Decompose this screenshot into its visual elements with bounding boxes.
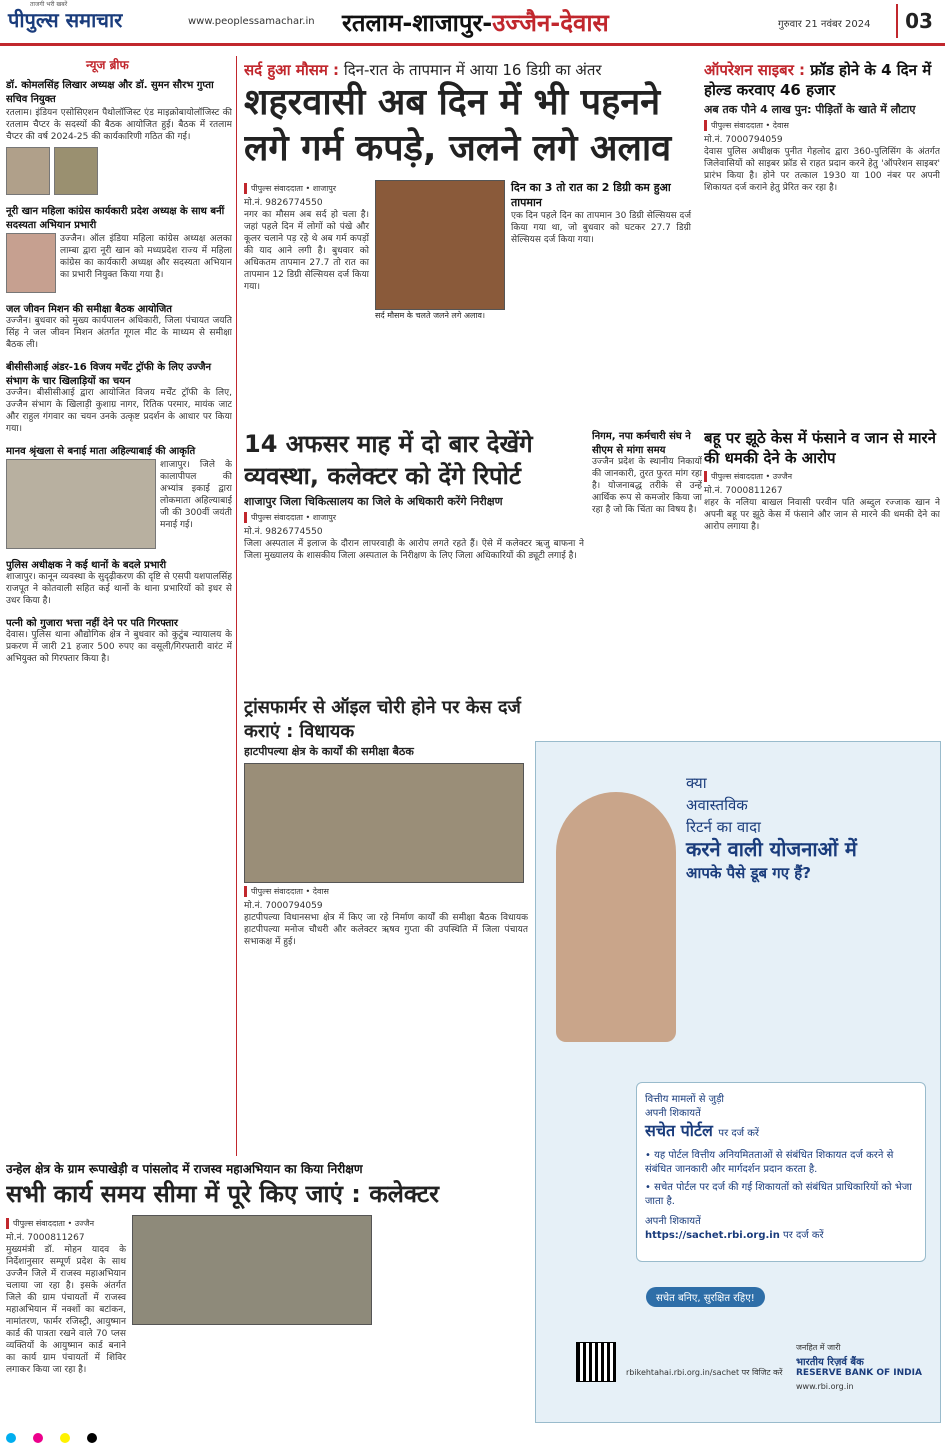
- portal-cta: पर दर्ज करें: [718, 1128, 760, 1139]
- story-body: नगर का मौसम अब सर्द हो चला है। जहां पहले दिन में लोगों को पंखे और कूलर चलाने पड़ रहे थे अब गर्म कपड़ों की याद आने लगी है। बुधवार को अधिकतम तापमान 27.7 तो रात का तापमान 12 डिग्री सेल्सियस दर्ज किया गया।: [244, 210, 369, 292]
- phone: मो.नं. 7000794059: [244, 901, 323, 911]
- brief-title: पुलिस अधीक्षक ने कई थानों के बदले प्रभारी: [6, 560, 167, 571]
- ad-q5: आपके पैसे डूब गए हैं?: [686, 864, 811, 882]
- rbi-name: भारतीय रिज़र्व बैंक: [796, 1357, 864, 1368]
- brief-title: बीसीसीआई अंडर-16 विजय मर्चेंट ट्रॉफी के लिए उज्जैन संभाग के चार खिलाड़ियों का चयन: [6, 362, 212, 387]
- byline: पीपुल्स संवाददाता • देवास: [244, 886, 528, 897]
- transformer-headline: ट्रांसफार्मर से ऑइल चोरी होने पर केस दर्ज कराएं : विधायक: [244, 697, 521, 742]
- brief-body: देवास। पुलिस थाना औद्योगिक क्षेत्र ने बुधवार को कुटुंब न्यायालय के प्रकरण में जारी 21 हजार 500 रुपए का वसूली/गिरफ्तारी वारंट में अभियुक्त को गिरफ्तार किया है।: [6, 630, 232, 664]
- site-url[interactable]: www.peoplessamachar.in: [188, 16, 315, 27]
- yellow-dot: [60, 1433, 70, 1443]
- brief-body: उज्जैन। ऑल इंडिया महिला कांग्रेस अध्यक्ष अलका लाम्बा द्वारा नूरी खान को मध्यप्रदेश राज्य में महिला कांग्रेस का कार्यकारी अध्यक्ष और सदस्यता अभियान का प्रभारी नियुक्त किया गया है।: [60, 234, 232, 280]
- brief-body: उज्जैन। बीसीसीआई द्वारा आयोजित विजय मर्चेंट ट्रॉफी के लिए, उज्जैन संभाग के खिलाड़ी कुशाग्र नागर, रितिक परमार, मायंक जाट और राहुल गंगवार का चयन उनके उत्कृष्ट प्रदर्शन के आधार पर किया गया।: [6, 388, 232, 434]
- brief-body: शाजापुर। कानून व्यवस्था के सुदृढ़ीकरण की दृष्टि से एसपी यशपालसिंह राजपूत ने कोतवाली सहित कई थानों के थाना प्रभारियों को इधर से उधर किया है।: [6, 572, 232, 606]
- kicker-text: दिन-रात के तापमान में आया 16 डिग्री का अंतर: [343, 61, 602, 79]
- brief-item: [6, 301, 232, 351]
- kicker-label: ऑपरेशन साइबर :: [704, 61, 806, 79]
- ad-url-line: [645, 1227, 917, 1241]
- ad-cta-2: पर दर्ज करें: [783, 1230, 824, 1241]
- brief-item: [6, 615, 232, 665]
- story-body: हाटपीपल्या विधानसभा क्षेत्र में किए जा रहे निर्माण कार्यों की समीक्षा बैठक विधायक हाटपीपल्या मनोज चौधरी और कलेक्टर ऋषव गुप्ता की उपस्थिति में जिला पंचायत सभाकक्ष में हुई।: [244, 913, 528, 947]
- phone: मो.नं. 9826774550: [244, 527, 323, 537]
- story-body: जिला अस्पताल में इलाज के दौरान लापरवाही के आरोप लगते रहते हैं। ऐसे में कलेक्टर ऋजु बाफना ने जिला मुख्यालय के शासकीय जिला अस्पताल के निरीक्षण के लिए जिला अधिकारियों की ड्यूटी लगाई है।: [244, 539, 584, 561]
- brief-body: उज्जैन। बुधवार को मुख्य कार्यपालन अधिकारी, जिला पंचायत जयति सिंह ने जल जीवन मिशन अंतर्गत गूगल मीट के माध्यम से समीक्षा बैठक ली।: [6, 316, 232, 350]
- brief-item: [6, 557, 232, 607]
- story-body: मुख्यमंत्री डॉ. मोहन यादव के निर्देशानुसार सम्पूर्ण प्रदेश के साथ उज्जैन जिले में राजस्व महाअभियान चलाया जा रहा है। इसके अंतर्गत जिले की ग्राम पंचायतों में राजस्व महाअभियान में नक्शों का बटांकन, नामांतरण, फार्मर रजिस्ट्री, आयुष्मान कार्ड की पात्रता रखने वाले 70 प्लस व्यक्तियों के आयुष्मान कार्ड बनाने का कार्य ग्राम पंचायतों में शिविर लगाकर किया जा रहा है।: [6, 1245, 126, 1375]
- headline-text: फ्रॉड होने के 4 दिन में होल्ड करवाए 46 हजार: [704, 61, 932, 99]
- brief-body: रतलाम। इंडियन एसोसिएशन पैथोलॉजिस्ट एंड माइक्रोबायोलॉजिस्ट की रतलाम चैप्टर के सदस्यों की बैठक आयोजित हुई। बैठक में रतलाम चैप्टर की वर्ष 2024-25 की कार्यकारिणी गठित की गई।: [6, 108, 232, 142]
- nigam-story: [592, 428, 702, 688]
- cyan-dot: [6, 1433, 16, 1443]
- brief-item: [6, 203, 232, 293]
- ad-bullet: • यह पोर्टल वित्तीय अनियमितताओं से संबंधित शिकायत दर्ज करने से संबंधित जानकारी और मार्गदर्शन प्रदान करता है.: [645, 1150, 894, 1175]
- photo-caption: सर्द मौसम के चलते जलने लगे अलाव।: [375, 311, 485, 320]
- ad-box-1: वित्तीय मामलों से जुड़ी: [645, 1094, 725, 1105]
- ad-box-2: अपनी शिकायतें: [645, 1108, 701, 1119]
- story-body: शहर के नलिया बाखल निवासी परवीन पति अब्दुल रज्जाक खान ने अपनी बहू पर झूठे केस में फंसाने और जान से मारने की धमकी देने का आरोप लगाया है।: [704, 498, 940, 532]
- brief-title: पत्नी को गुजारा भत्ता नहीं देने पर पति गिरफ्तार: [6, 618, 178, 629]
- brief-title: नूरी खान महिला कांग्रेस कार्यकारी प्रदेश अध्यक्ष के साथ बनीं सदस्यता अभियान प्रभारी: [6, 206, 225, 231]
- phone: मो.नं. 9826774550: [244, 198, 323, 208]
- ad-q1: क्या: [686, 774, 707, 792]
- byline: पीपुल्स संवाददाता • देवास: [704, 120, 940, 131]
- officers-sub: शाजापुर जिला चिकित्सालय का जिले के अधिकारी करेंगे निरीक्षण: [244, 495, 503, 508]
- ad-q2: अवास्तविक: [686, 796, 748, 814]
- ad-q4: करने वाली योजनाओं में: [686, 837, 857, 861]
- ad-q4-wrap: [686, 838, 857, 862]
- edition-right: उज्जैन-देवास: [492, 9, 609, 37]
- bullet-text: यह पोर्टल वित्तीय अनियमितताओं से संबंधित शिकायत दर्ज करने से संबंधित जानकारी और मार्गदर्शन प्रदान करता है.: [645, 1150, 894, 1175]
- phone: मो.नं. 7000811267: [6, 1233, 85, 1243]
- brand-logo: पीपुल्स समाचार: [8, 8, 123, 32]
- brief-title: मानव श्रृंखला से बनाई माता अहिल्याबाई की आकृति: [6, 446, 196, 457]
- brief-item: [6, 443, 232, 549]
- ad-person-image: [556, 792, 676, 1042]
- side-title: दिन का 3 तो रात का 2 डिग्री कम हुआ तापमान: [511, 181, 671, 209]
- brief-title: जल जीवन मिशन की समीक्षा बैठक आयोजित: [6, 304, 173, 315]
- ad-portal: [645, 1119, 917, 1141]
- inspection-photo: [132, 1215, 372, 1325]
- ad-question: [686, 772, 857, 884]
- byline: पीपुल्स संवाददाता • शाजापुर: [244, 183, 369, 194]
- portal-name: सचेत पोर्टल: [645, 1121, 713, 1140]
- qr-code[interactable]: [576, 1342, 616, 1382]
- collector-headline: सभी कार्य समय सीमा में पूरे किए जाएं : कलेक्टर: [6, 1180, 439, 1208]
- collector-story: [6, 1160, 530, 1428]
- rbi-name-en: RESERVE BANK OF INDIA: [796, 1368, 922, 1378]
- bahu-story: [704, 428, 940, 728]
- brief-body: शाजापुर। जिले के कालापीपल की अभ्यांत्र इकाई द्वारा लोकमाता अहिल्याबाई जी की 300वीं जयंती मनाई गई।: [160, 460, 232, 530]
- edition-left: रतलाम-शाजापुर-: [342, 9, 493, 37]
- meeting-photo: [244, 763, 524, 883]
- rbi-url[interactable]: www.rbi.org.in: [796, 1382, 854, 1391]
- officers-story: [244, 428, 584, 688]
- cyber-story: [704, 60, 940, 420]
- byline: पीपुल्स संवाददाता • उज्जैन: [6, 1218, 126, 1229]
- magenta-dot: [33, 1433, 43, 1443]
- cyber-sub: अब तक पौने 4 लाख पुन: पीड़ितों के खाते में लौटाए: [704, 103, 916, 116]
- bahu-headline: बहू पर झूठे केस में फंसाने व जान से मारने की धमकी देने के आरोप: [704, 429, 936, 467]
- officers-headline-2: व्यवस्था, कलेक्टर को देंगे रिपोर्ट: [244, 462, 521, 490]
- portrait-photo: [6, 147, 50, 195]
- issued-by: जनहित में जारी: [796, 1343, 841, 1352]
- byline: पीपुल्स संवाददाता • शाजापुर: [244, 512, 584, 523]
- column-divider: [236, 56, 237, 1156]
- edition-title: [342, 6, 609, 39]
- officers-headline-1: 14 अफसर माह में दो बार देखेंगे: [244, 430, 533, 458]
- page-number: 03: [896, 4, 940, 38]
- weather-headline-2: लगे गर्म कपड़े, जलने लगे अलाव: [244, 128, 672, 169]
- weather-story: [244, 60, 694, 420]
- news-brief-label: न्यूज ब्रीफ: [86, 58, 129, 72]
- ad-footer-link[interactable]: rbikehtahai.rbi.org.in/sachet पर विजिट करें: [626, 1368, 783, 1377]
- brand-tag: ताजगी भरी खबरें: [30, 1, 68, 8]
- bullet-text: सचेत पोर्टल पर दर्ज की गई शिकायतों को संबंधित प्राधिकारियों को भेजा जाता है.: [645, 1182, 912, 1207]
- ad-info-box: [636, 1082, 926, 1262]
- byline: पीपुल्स संवाददाता • उज्जैन: [704, 471, 940, 482]
- ad-bullet: • सचेत पोर्टल पर दर्ज की गई शिकायतों को संबंधित प्राधिकारियों को भेजा जाता है.: [645, 1182, 912, 1207]
- side-body: एक दिन पहले दिन का तापमान 30 डिग्री सेल्सियस दर्ज किया गया था, जो बुधवार को घटकर 27.7 डिग्री सेल्सियस दर्ज किया गया।: [511, 211, 691, 245]
- weather-kicker: [244, 60, 694, 80]
- rbi-sachet-ad: [535, 741, 941, 1423]
- phone: मो.नं. 7000794059: [704, 135, 783, 145]
- masthead: [0, 0, 945, 46]
- issue-date: गुरुवार 21 नवंबर 2024: [778, 19, 871, 30]
- portrait-photo: [6, 233, 56, 293]
- ad-url[interactable]: https://sachet.rbi.org.in: [645, 1230, 780, 1241]
- human-chain-photo: [6, 459, 156, 549]
- brief-item: [6, 359, 232, 435]
- brief-title: डॉ. कोमलसिंह लिखार अध्यक्ष और डॉ. सुमन सौरभ गुप्ता सचिव नियुक्त: [6, 80, 214, 105]
- brief-item: [6, 77, 232, 195]
- portrait-photo: [54, 147, 98, 195]
- transformer-sub: हाटपीपल्या क्षेत्र के कार्यों की समीक्षा बैठक: [244, 745, 414, 758]
- story-body: देवास पुलिस अधीक्षक पुनीत गेहलोद द्वारा 360-पुलिसिंग के अंतर्गत जिलेवासियों को साइबर फ्रॉड से राहत प्रदान करने हेतु 'ऑपरेशन साइबर' प्रारंभ किया है। होने पर तत्काल 1930 या 100 नंबर पर अपनी शिकायत दर्ज कराने हेतु प्रेरित कर रहा है।: [704, 147, 940, 193]
- color-registration-strip: [0, 1430, 945, 1445]
- story-body: उज्जैन प्रदेश के स्थानीय निकायों की जानकारी, तुरत फुरत मांग रहा है। योजनाबद्ध तरीके से उन्हें आर्थिक रूप से कमजोर किया जा रहा है जो कि चिंता का विषय है।: [592, 457, 702, 515]
- weather-headline-1: शहरवासी अब दिन में भी पहनने: [244, 82, 661, 123]
- news-brief-column: [6, 56, 232, 1156]
- cyber-headline: [704, 60, 940, 100]
- nigam-headline: निगम, नपा कर्मचारी संघ ने सीएम से मांगा समय: [592, 431, 691, 456]
- black-dot: [87, 1433, 97, 1443]
- collector-kicker: उन्हेल क्षेत्र के ग्राम रूपाखेड़ी व पांसलोद में राजस्व महाअभियान का किया निरीक्षण: [6, 1162, 363, 1176]
- ad-slogan: सचेत बनिए, सुरक्षित रहिए!: [646, 1287, 765, 1307]
- bonfire-photo: [375, 180, 505, 310]
- phone: मो.नं. 7000811267: [704, 486, 783, 496]
- ad-q3: रिटर्न का वादा: [686, 818, 761, 836]
- ad-cta-1: अपनी शिकायतें: [645, 1216, 701, 1227]
- kicker-label: सर्द हुआ मौसम :: [244, 61, 340, 79]
- transformer-story: [244, 696, 528, 1156]
